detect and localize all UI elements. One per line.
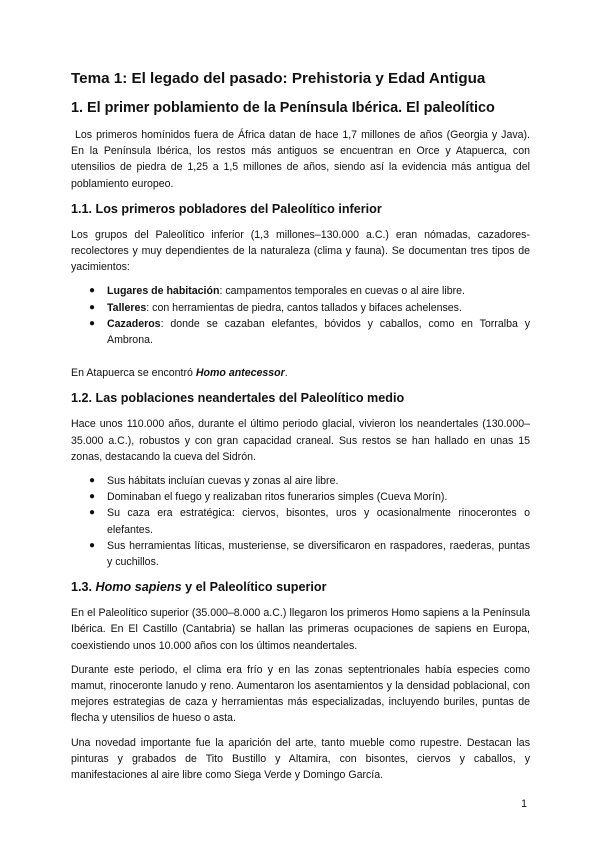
section-1-heading: 1. El primer poblamiento de la Península Ibérica. El paleolítico: [71, 100, 495, 116]
list-item: ● Dominaban el fuego y realizaban ritos funerarios simples (Cueva Morín).: [71, 489, 530, 505]
neanderthal-list: [71, 473, 530, 570]
bullet-icon: ●: [89, 539, 96, 551]
section-1-2-intro: Hace unos 110.000 años, durante el último periodo glacial, vivieron los neandertales (130.000–35.000 a.C.), robustos y con gran capacidad craneal. Sus restos se han hallado en unas 15 zonas, destacando la cueva del Sidrón.: [71, 418, 530, 463]
list-item-term: Cazaderos: [107, 317, 161, 330]
section-1-3-paragraph: Una novedad importante fue la aparición del arte, tanto mueble como rupestre. Destacan las pinturas y grabados de Tito Bustillo y Altamira, con bisontes, ciervos y caballos, y manifestaciones al aire libre como Siega Verde y Domingo García.: [71, 736, 530, 782]
list-item: [71, 300, 530, 316]
section-1-3-paragraph: Durante este periodo, el clima era frío y en las zonas septentrionales había especies como mamut, rinoceronte lanudo y reno. Aumentaron los asentamientos y la densidad poblacional, con mejores estrategias de caza y herramientas más especializadas, incluyendo buriles, puntas de flecha y utensilios de hueso o asta.: [71, 663, 530, 725]
bullet-icon: ●: [89, 507, 96, 519]
section-1-3-heading: 1.3. Homo sapiens y el Paleolítico superior: [71, 580, 327, 595]
list-item: ● Su caza era estratégica: ciervos, bisontes, uros y ocasionalmente rinocerontes o elefantes.: [89, 507, 530, 536]
site-types-list: [71, 283, 530, 348]
document-title: Tema 1: El legado del pasado: Prehistoria y Edad Antigua: [71, 70, 486, 87]
list-item: [71, 316, 530, 348]
closing-suffix: .: [284, 367, 288, 380]
bullet-icon: ●: [89, 285, 96, 297]
list-item-term: Lugares de habitación: [107, 285, 220, 298]
list-item-term: Talleres: [107, 301, 147, 314]
section-1-2-heading: 1.2. Las poblaciones neandertales del Paleolítico medio: [71, 391, 405, 406]
list-item: ● Sus herramientas líticas, musteriense, se diversificaron en raspadores, raederas, puntas y cuchillos.: [89, 539, 530, 569]
list-item: [71, 283, 530, 299]
list-item-text: : con herramientas de piedra, cantos tallados y bifaces achelenses.: [146, 301, 462, 314]
bullet-icon: ●: [89, 317, 96, 329]
section-1-1-heading: 1.1. Los primeros pobladores del Paleolítico inferior: [71, 201, 382, 216]
heading-species: Homo sapiens: [95, 580, 182, 595]
document-page: [71, 69, 530, 791]
closing-prefix: En Atapuerca se encontró: [71, 367, 196, 380]
list-item-text: : donde se cazaban elefantes, bóvidos y caballos, como en Torralba y Ambrona.: [107, 317, 530, 347]
section-1-paragraph: Los primeros homínidos fuera de África datan de hace 1,7 millones de años (Georgia y Java). En la Península Ibérica, los restos más antiguos se encuentran en Orce y Atapuerca, con utensilios de piedra de 1,25 a 1,5 millones de años, siendo así la evidencia más antigua del poblamiento europeo.: [71, 129, 530, 190]
bullet-icon: ●: [89, 301, 96, 313]
list-item-text: : campamentos temporales en cuevas o al aire libre.: [219, 285, 465, 298]
section-1-3-paragraph: En el Paleolítico superior (35.000–8.000 a.C.) llegaron los primeros Homo sapiens a la Península Ibérica. En El Castillo (Cantabria) se hallan las primeras ocupaciones de sapiens en Europa, coexistiendo unos 10.000 años con los últimos neandertales.: [71, 607, 530, 652]
list-item: ● Sus hábitats incluían cuevas y zonas al aire libre.: [71, 473, 530, 489]
section-1-1-intro: Los grupos del Paleolítico inferior (1,3 millones–130.000 a.C.) eran nómadas, cazadores-recolectores y muy dependientes de la naturaleza (clima y fauna). Se documentan tres tipos de yacimientos:: [71, 228, 530, 274]
page-number: 1: [521, 798, 527, 810]
bullet-icon: ●: [89, 475, 96, 487]
section-1-1-closing: [71, 365, 530, 381]
closing-species: Homo antecessor: [195, 367, 285, 380]
bullet-icon: ●: [89, 491, 96, 503]
